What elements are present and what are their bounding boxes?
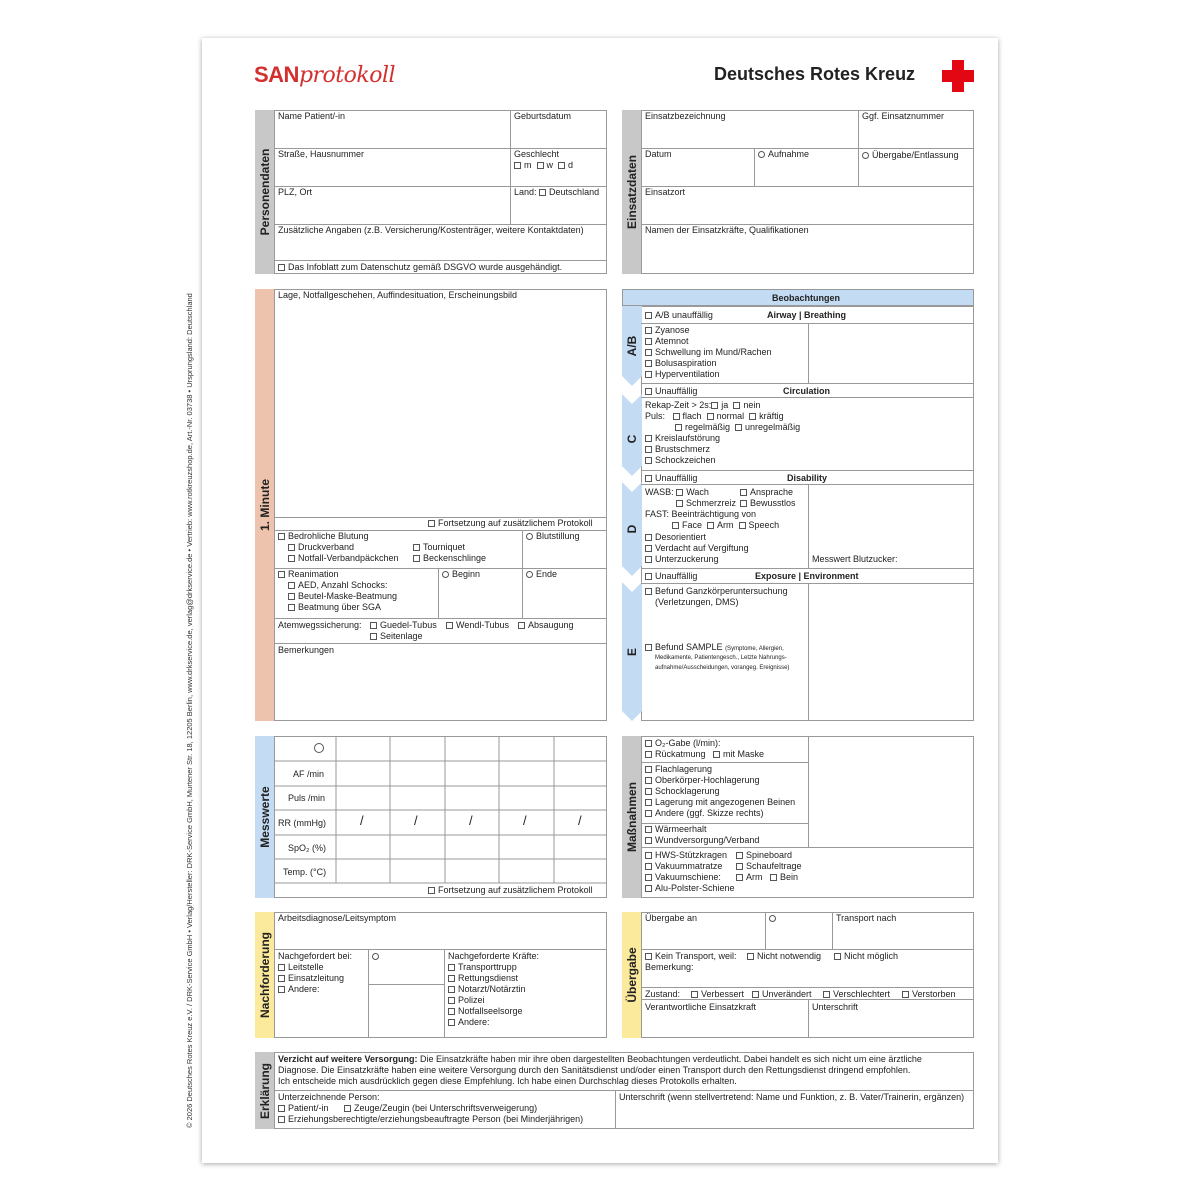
- messwert-label: AF /min: [293, 769, 325, 779]
- messwert-label: RR (mmHg): [278, 818, 326, 828]
- rekap-label[interactable]: Rekap-Zeit > 2s: ja nein: [645, 400, 761, 410]
- d-heading: Disability: [787, 473, 828, 483]
- einsatzbezeichnung-field[interactable]: Einsatzbezeichnung: [645, 111, 726, 121]
- clock-icon: [526, 533, 533, 540]
- befund-ganzkoerper-checkbox[interactable]: Befund Ganzkörperuntersuchung: [645, 586, 788, 597]
- beobachtungen-title: Beobachtungen: [772, 293, 841, 303]
- guedel-checkbox[interactable]: Guedel-Tubus: [370, 620, 437, 631]
- notfallverband-checkbox[interactable]: Notfall-Verbandpäckchen: [288, 553, 399, 564]
- ab-unauffaellig-checkbox[interactable]: A/B unauffällig: [645, 310, 713, 321]
- kraft-checkbox[interactable]: Notfallseelsorge: [448, 1006, 523, 1017]
- rr-slash: /: [578, 813, 582, 828]
- waermeerhalt-checkbox[interactable]: Wärmeerhalt: [645, 824, 707, 835]
- bemerkungen-field[interactable]: Bemerkungen: [278, 645, 335, 655]
- c-item[interactable]: Kreislaufstörung: [645, 433, 720, 444]
- strasse-field[interactable]: Straße, Hausnummer: [278, 149, 365, 159]
- lagerung-item[interactable]: Flachlagerung: [645, 764, 712, 775]
- messwert-label: Puls /min: [288, 793, 326, 803]
- andere-checkbox[interactable]: Andere:: [278, 984, 320, 995]
- einsatzort-field[interactable]: Einsatzort: [645, 187, 686, 197]
- hws-checkbox[interactable]: HWS-Stützkragen: [645, 850, 727, 861]
- nicht-moeglich-checkbox[interactable]: Nicht möglich: [834, 951, 898, 962]
- o2-checkbox[interactable]: O₂-Gabe (l/min):: [645, 738, 721, 749]
- letter-c: C: [625, 434, 639, 444]
- bewusstlos-checkbox[interactable]: Bewusstlos: [740, 498, 796, 509]
- aufnahme-field[interactable]: Aufnahme: [758, 149, 809, 160]
- ende-field[interactable]: Ende: [526, 569, 557, 580]
- blutzucker-field[interactable]: Messwert Blutzucker:: [812, 554, 898, 564]
- minute-box: [274, 289, 607, 721]
- messwert-label: Temp. (°C): [283, 867, 327, 877]
- kraft-checkbox[interactable]: Polizei: [448, 995, 485, 1006]
- red-cross-icon: [942, 60, 974, 92]
- einsatznummer-field[interactable]: Ggf. Einsatznummer: [862, 111, 945, 121]
- section-erklaerung: Erklärung: [255, 1052, 275, 1129]
- clock-icon: [758, 151, 765, 158]
- beutel-checkbox[interactable]: Beutel-Maske-Beatmung: [288, 591, 397, 602]
- clock-icon: [372, 951, 382, 962]
- ab-item[interactable]: Atemnot: [645, 336, 689, 347]
- schaufeltrage-checkbox[interactable]: Schaufeltrage: [736, 861, 802, 872]
- nicht-notwendig-checkbox[interactable]: Nicht notwendig: [747, 951, 821, 962]
- section-einsatzdaten: Einsatzdaten: [622, 110, 642, 274]
- uebergabe-entlassung-field[interactable]: Übergabe/Entlassung: [862, 150, 959, 161]
- zustand-verbessert[interactable]: Verbessert: [691, 989, 744, 1000]
- d-unauffaellig-checkbox[interactable]: Unauffällig: [645, 473, 697, 484]
- tourniquet-checkbox[interactable]: Tourniquet: [413, 542, 465, 553]
- vakuumschiene-checkbox[interactable]: Vakuumschiene:: [645, 872, 721, 883]
- nachgefordert-bei-label: Nachgefordert bei:: [278, 951, 353, 961]
- clock-icon: [442, 571, 449, 578]
- clock-icon: [769, 913, 779, 924]
- rr-slash: /: [469, 813, 473, 828]
- erklaerung-unterschrift-field[interactable]: Unterschrift (wenn stellvertretend: Name und Funktion, z. B. Vater/Trainerin, ergänzen): [619, 1092, 965, 1102]
- einsatzdaten-box: [641, 110, 974, 274]
- vakuumschiene-options[interactable]: Arm Bein: [736, 872, 798, 883]
- unterschrift-field[interactable]: Unterschrift: [812, 1002, 859, 1012]
- rr-slash: /: [414, 813, 418, 828]
- verantwortliche-field[interactable]: Verantwortliche Einsatzkraft: [645, 1002, 757, 1012]
- ab-item[interactable]: Schwellung im Mund/Rachen: [645, 347, 772, 358]
- clock-icon: [314, 743, 327, 755]
- vakuummatratze-checkbox[interactable]: Vakuummatratze: [645, 861, 722, 872]
- schmerzreiz-checkbox[interactable]: Schmerzreiz: [676, 498, 736, 509]
- sample-note: Medikamente, Patientengesch., Letzte Nahrungs-: [655, 655, 787, 661]
- kraft-checkbox[interactable]: Notarzt/Notärztin: [448, 984, 526, 995]
- name-field[interactable]: Name Patient/-in: [278, 111, 346, 121]
- messwert-label: SpO₂ (%): [288, 843, 326, 853]
- c-item[interactable]: Schockzeichen: [645, 455, 716, 466]
- messwerte-fortsetzung-checkbox[interactable]: Fortsetzung auf zusätzlichem Protokoll: [428, 885, 593, 896]
- section-messwerte: Messwerte: [255, 736, 275, 898]
- geburtsdatum-field[interactable]: Geburtsdatum: [514, 111, 572, 121]
- unterzeichnende-label: Unterzeichnende Person:: [278, 1092, 380, 1102]
- fortsetzung-checkbox[interactable]: Fortsetzung auf zusätzlichem Protokoll: [428, 518, 593, 529]
- clock-icon: [862, 152, 869, 159]
- letter-ab: A/B: [625, 335, 639, 357]
- seitenlage-checkbox[interactable]: Seitenlage: [370, 631, 423, 642]
- aed-checkbox[interactable]: AED, Anzahl Schocks:: [288, 580, 388, 591]
- geschlecht-options[interactable]: m w d: [514, 160, 573, 171]
- section-1-minute: 1. Minute: [255, 289, 275, 721]
- kraft-checkbox[interactable]: Transporttrupp: [448, 962, 517, 973]
- zustand-verstorben[interactable]: Verstorben: [902, 989, 956, 1000]
- zeuge-checkbox[interactable]: Zeuge/Zeugin (bei Unterschriftsverweigerung): [344, 1103, 537, 1114]
- imprint: © 2026 Deutsches Rotes Kreuz e.V. / DRK-Service GmbH • Verlag/Hersteller: DRK-Service GmbH, Murtener Str. 18, 12205 Berlin, www.drkservice.de, verlag@drkservice.de • Vertrieb: www.rotkreuzshop.de, Art.-Nr. 03738 • Ursprungsland: Deutschland: [185, 293, 194, 1128]
- zustand-verschlechtert[interactable]: Verschlechtert: [823, 989, 890, 1000]
- leitstelle-checkbox[interactable]: Leitstelle: [278, 962, 324, 973]
- ab-item[interactable]: Hyperventilation: [645, 369, 720, 380]
- c-heading: Circulation: [783, 386, 831, 396]
- bemerkung-field[interactable]: Bemerkung:: [645, 962, 694, 972]
- wendl-checkbox[interactable]: Wendl-Tubus: [446, 620, 509, 631]
- uebergabe-an-field[interactable]: Übergabe an: [645, 913, 698, 923]
- c-item[interactable]: Brustschmerz: [645, 444, 710, 455]
- plz-field[interactable]: PLZ, Ort: [278, 187, 313, 197]
- blutung-checkbox[interactable]: Bedrohliche Blutung: [278, 531, 369, 542]
- clock-icon: [526, 571, 533, 578]
- kein-transport-checkbox[interactable]: Kein Transport, weil:: [645, 951, 737, 962]
- patient-checkbox[interactable]: Patient/-in: [278, 1103, 329, 1114]
- reanimation-checkbox[interactable]: Reanimation: [278, 569, 339, 580]
- arbeitsdiagnose-field[interactable]: Arbeitsdiagnose/Leitsymptom: [278, 913, 397, 923]
- ab-item[interactable]: Bolusaspiration: [645, 358, 717, 369]
- zustand-unveraendert[interactable]: Unverändert: [752, 989, 812, 1000]
- ab-heading: Airway | Breathing: [767, 310, 847, 320]
- ansprache-checkbox[interactable]: Ansprache: [740, 487, 793, 498]
- druckverband-checkbox[interactable]: Druckverband: [288, 542, 354, 553]
- form-sheet: [185, 38, 998, 1163]
- e-heading: Exposure | Environment: [755, 571, 859, 581]
- section-massnahmen: Maßnahmen: [622, 736, 642, 898]
- einsatzleitung-checkbox[interactable]: Einsatzleitung: [278, 973, 344, 984]
- puls-label[interactable]: Puls: flach normal kräftig: [645, 411, 784, 421]
- ab-item[interactable]: Zyanose: [645, 325, 690, 336]
- geschlecht-label: Geschlecht: [514, 149, 560, 159]
- lagerung-item[interactable]: Oberkörper-Hochlagerung: [645, 775, 760, 786]
- rr-slash: /: [360, 813, 364, 828]
- land-field[interactable]: Land: Deutschland: [514, 187, 600, 197]
- lagerung-item[interactable]: Schocklagerung: [645, 786, 720, 797]
- section-nachforderung: Nachforderung: [255, 912, 275, 1038]
- alu-schiene-checkbox[interactable]: Alu-Polster-Schiene: [645, 883, 735, 894]
- datum-field[interactable]: Datum: [645, 149, 672, 159]
- wasb-row[interactable]: WASB: Wach: [645, 487, 709, 497]
- einsatzkraefte-field[interactable]: Namen der Einsatzkräfte, Qualifikationen: [645, 225, 809, 235]
- section-personendaten: Personendaten: [255, 110, 275, 274]
- rr-slash: /: [523, 813, 527, 828]
- letter-d: D: [625, 524, 639, 534]
- kraft-checkbox[interactable]: Rettungsdienst: [448, 973, 518, 984]
- sanprotokoll-logo: SANprotokoll: [254, 62, 396, 88]
- d-item[interactable]: Desorientiert: [645, 532, 706, 543]
- zusatz-field[interactable]: Zusätzliche Angaben (z.B. Versicherung/Kostenträger, weitere Kontaktdaten): [278, 225, 584, 235]
- sample-note: aufnahme/Ausscheidungen, vorangeg. Ereignisse): [655, 665, 790, 671]
- spineboard-checkbox[interactable]: Spineboard: [736, 850, 792, 861]
- blutstillung-field[interactable]: Blutstillung: [526, 531, 580, 542]
- nachgeforderte-kraefte-label: Nachgeforderte Kräfte:: [448, 951, 540, 961]
- lage-field[interactable]: Lage, Notfallgeschehen, Auffindesituation, Erscheinungsbild: [278, 290, 518, 300]
- beginn-field[interactable]: Beginn: [442, 569, 480, 580]
- befund-ganzkoerper-note: (Verletzungen, DMS): [655, 597, 739, 607]
- fast-label: FAST: Beeinträchtigung von: [645, 509, 757, 519]
- kraft-checkbox[interactable]: Andere:: [448, 1017, 490, 1028]
- erklaerung-line: Diagnose. Die Einsatzkräfte haben eine weitere Versorgung durch den Sanitätsdienst und/oder einen Transport durch den Rettungsdienst dringend empfohlen.: [278, 1065, 911, 1075]
- transport-nach-field[interactable]: Transport nach: [836, 913, 897, 923]
- fast-options[interactable]: Face Arm Speech: [672, 520, 779, 531]
- beckenschlinge-checkbox[interactable]: Beckenschlinge: [413, 553, 486, 564]
- d-item[interactable]: Unterzuckerung: [645, 554, 719, 565]
- erklaerung-line: Ich entscheide mich ausdrücklich gegen diese Empfehlung. Ich habe einen Durchschlag dieses Protokolls erhalten.: [278, 1076, 737, 1086]
- erziehungsberechtigte-checkbox[interactable]: Erziehungsberechtigte/erziehungsbeauftragte Person (bei Minderjährigen): [278, 1114, 583, 1125]
- sga-checkbox[interactable]: Beatmung über SGA: [288, 602, 381, 613]
- org-name: Deutsches Rotes Kreuz: [714, 64, 916, 84]
- section-uebergabe: Übergabe: [622, 912, 642, 1038]
- zustand-label: Zustand:: [645, 989, 681, 999]
- d-item[interactable]: Verdacht auf Vergiftung: [645, 543, 749, 554]
- puls-regel[interactable]: regelmäßig unregelmäßig: [675, 422, 800, 433]
- dsgvo-checkbox[interactable]: Das Infoblatt zum Datenschutz gemäß DSGVO wurde ausgehändigt.: [278, 262, 562, 273]
- lagerung-item[interactable]: Lagerung mit angezogenen Beinen: [645, 797, 795, 808]
- atemweg-label: Atemwegssicherung:: [278, 620, 362, 630]
- letter-e: E: [625, 647, 639, 656]
- befund-sample-checkbox[interactable]: Befund SAMPLE (Symptome, Allergien,: [645, 642, 784, 653]
- wundversorgung-checkbox[interactable]: Wundversorgung/Verband: [645, 835, 759, 846]
- c-unauffaellig-checkbox[interactable]: Unauffällig: [645, 386, 697, 397]
- erklaerung-line: Verzicht auf weitere Versorgung: Die Einsatzkräfte haben mir ihre oben dargestellten Beobachtungen verdeutlicht. Dabei handelt es sich nicht um eine ärztliche: [278, 1054, 922, 1064]
- lagerung-item[interactable]: Andere (ggf. Skizze rechts): [645, 808, 764, 819]
- absaugung-checkbox[interactable]: Absaugung: [518, 620, 574, 631]
- e-unauffaellig-checkbox[interactable]: Unauffällig: [645, 571, 697, 582]
- rueckatmung-checkbox[interactable]: Rückatmung mit Maske: [645, 749, 764, 760]
